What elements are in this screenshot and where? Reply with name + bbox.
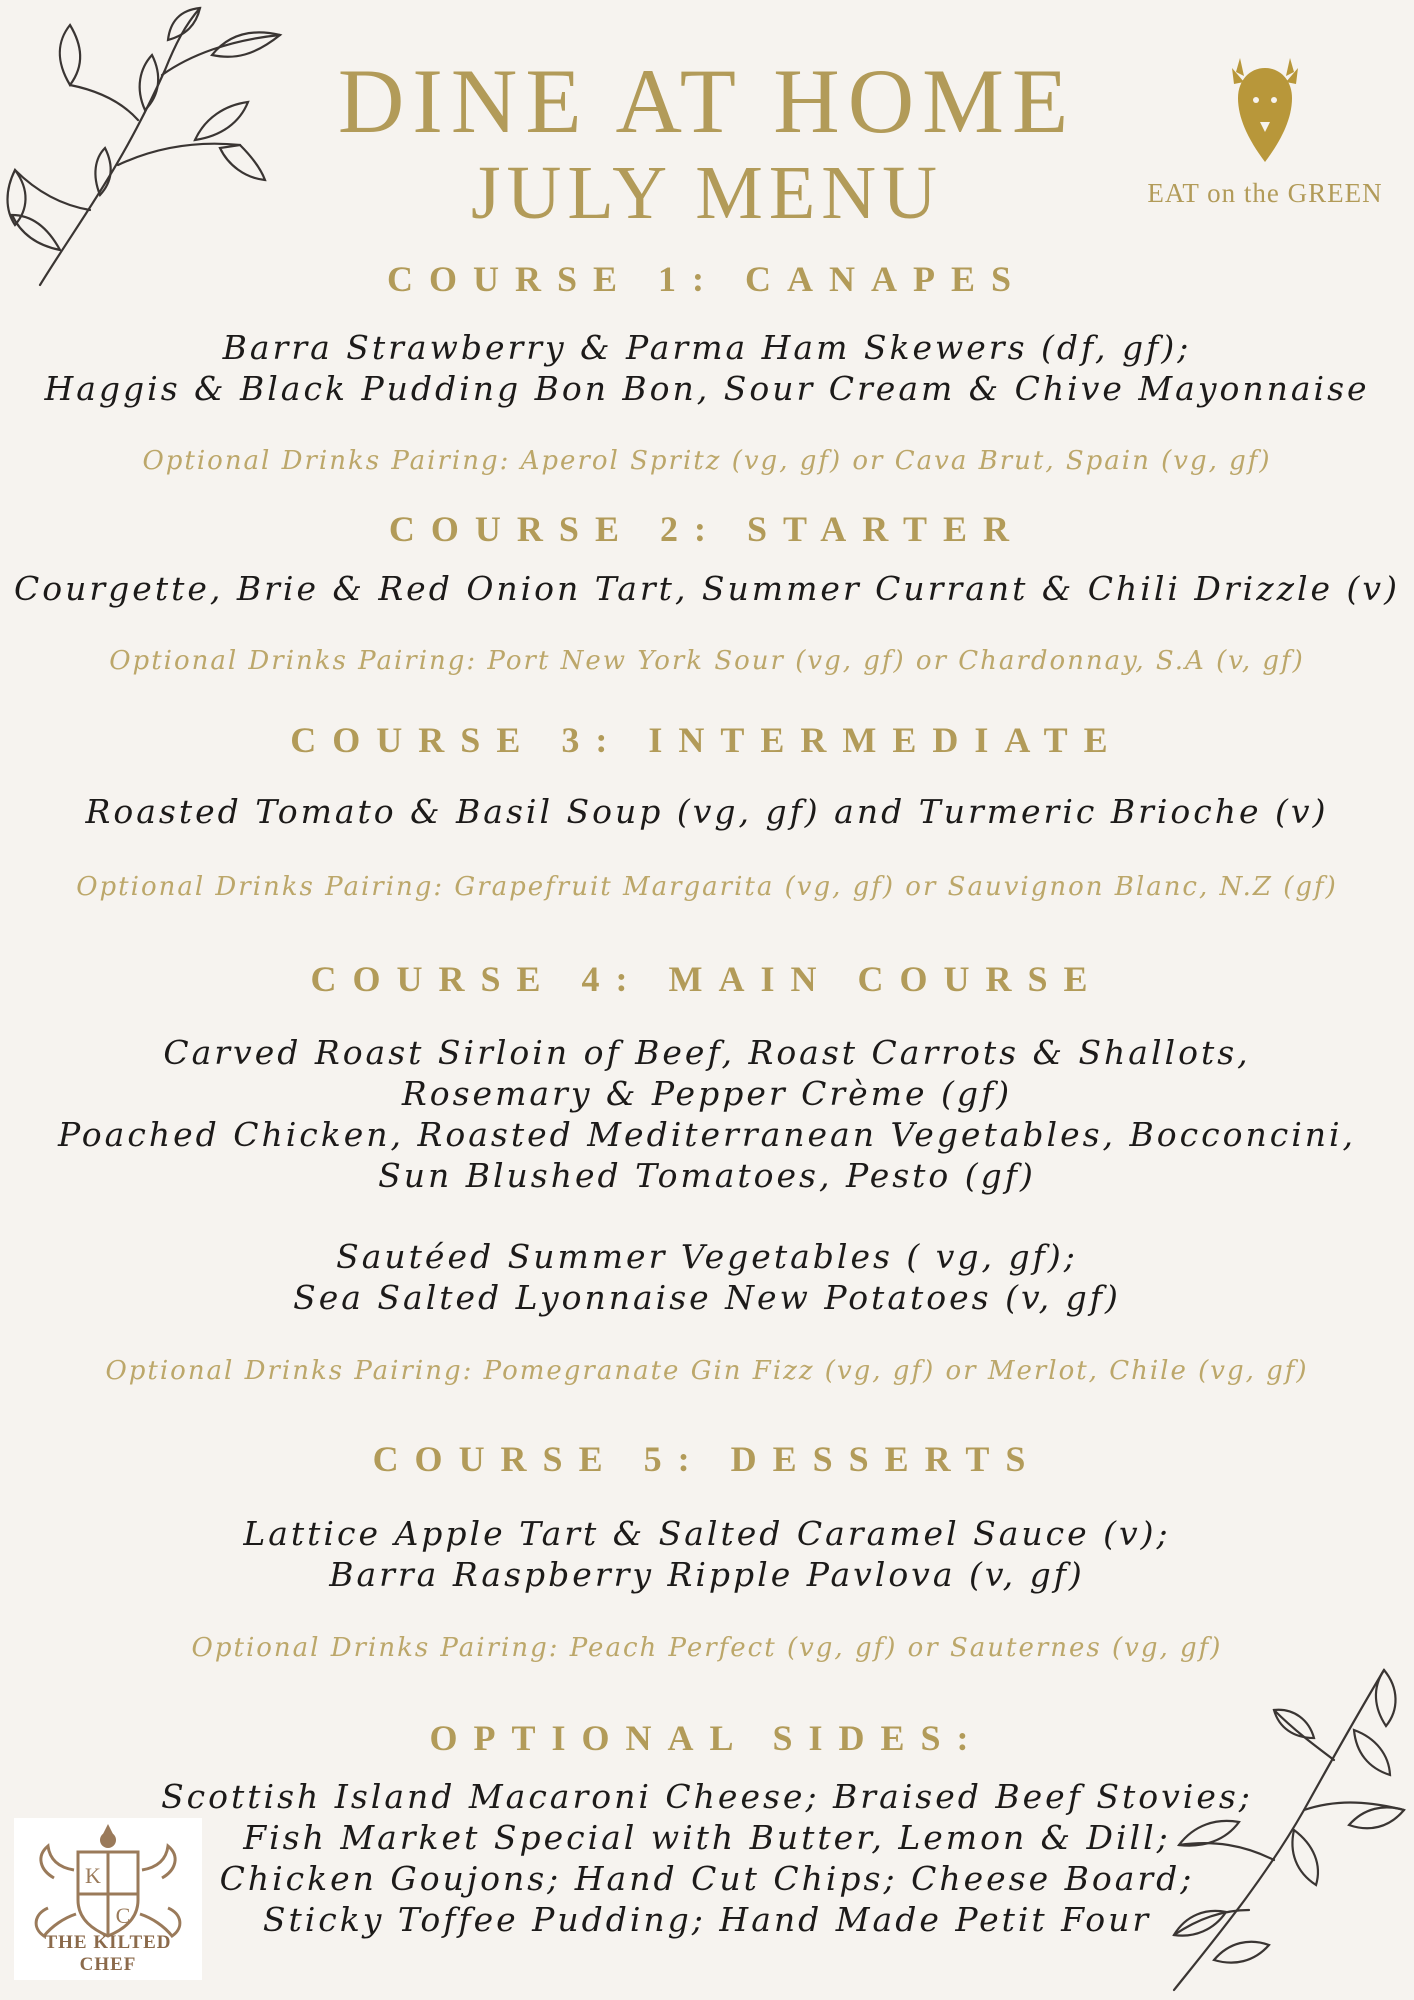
dish-line: Lattice Apple Tart & Salted Caramel Sauce (v);: [243, 1514, 1171, 1553]
partner-logo-text: THE KILTED CHEF: [44, 1932, 172, 1975]
dish-line: Carved Roast Sirloin of Beef, Roast Carrots & Shallots,: [163, 1033, 1251, 1072]
crest-letter-k: K: [85, 1863, 101, 1888]
dish-line: Courgette, Brie & Red Onion Tart, Summer Currant & Chili Drizzle (v): [14, 569, 1400, 608]
course-1-dishes: [0, 327, 1414, 409]
dish-line: Barra Raspberry Ripple Pavlova (v, gf): [329, 1555, 1085, 1594]
course-2-pairing: Optional Drinks Pairing: Port New York Sour (vg, gf) or Chardonnay, S.A (v, gf): [109, 646, 1305, 676]
course-4-sides: [0, 1236, 1414, 1318]
dish-line: Roasted Tomato & Basil Soup (vg, gf) and Turmeric Brioche (v): [85, 792, 1329, 831]
crest-letter-c: C: [115, 1903, 131, 1928]
course-4-dishes: [0, 1032, 1414, 1196]
dish-line: Barra Strawberry & Parma Ham Skewers (df, gf);: [222, 328, 1192, 367]
course-1-pairing: Optional Drinks Pairing: Aperol Spritz (vg, gf) or Cava Brut, Spain (vg, gf): [142, 446, 1272, 476]
page-title: DINE AT HOME: [337, 50, 1077, 152]
brand-logo-text: EAT on the GREEN: [1147, 178, 1383, 208]
course-4-pairing: Optional Drinks Pairing: Pomegranate Gin Fizz (vg, gf) or Merlot, Chile (vg, gf): [105, 1356, 1309, 1386]
course-5-dishes: [0, 1513, 1414, 1595]
dish-line: Poached Chicken, Roasted Mediterranean Vegetables, Bocconcini,: [57, 1115, 1357, 1154]
optional-sides-heading: OPTIONAL SIDES:: [429, 1718, 985, 1758]
course-5-heading: COURSE 5: DESSERTS: [372, 1439, 1042, 1479]
leaf-branch-illustration: [1154, 1660, 1414, 2000]
side-line: Fish Market Special with Butter, Lemon & Dill;: [243, 1818, 1171, 1857]
page-subtitle: JULY MENU: [470, 151, 944, 235]
course-3-dishes: [0, 791, 1414, 832]
side-line: Sticky Toffee Pudding; Hand Made Petit Four: [262, 1900, 1152, 1939]
kilted-chef-crest-icon: [14, 1818, 202, 1950]
course-4-heading: COURSE 4: MAIN COURSE: [310, 959, 1104, 999]
course-2-dishes: [0, 568, 1414, 609]
course-3-pairing: Optional Drinks Pairing: Grapefruit Margarita (vg, gf) or Sauvignon Blanc, N.Z (gf): [76, 872, 1338, 902]
course-1-heading: COURSE 1: CANAPES: [386, 259, 1028, 299]
course-5-pairing: Optional Drinks Pairing: Peach Perfect (vg, gf) or Sauternes (vg, gf): [191, 1633, 1223, 1663]
side-line: Chicken Goujons; Hand Cut Chips; Cheese Board;: [219, 1859, 1195, 1898]
kilted-chef-logo: [14, 1818, 202, 1980]
course-3-heading: COURSE 3: INTERMEDIATE: [290, 720, 1124, 760]
course-2-heading: COURSE 2: STARTER: [388, 509, 1026, 549]
side-line: Scottish Island Macaroni Cheese; Braised Beef Stovies;: [161, 1777, 1253, 1816]
dish-line: Sun Blushed Tomatoes, Pesto (gf): [378, 1156, 1036, 1195]
dish-line: Haggis & Black Pudding Bon Bon, Sour Cream & Chive Mayonnaise: [44, 369, 1370, 408]
dish-line: Sea Salted Lyonnaise New Potatoes (v, gf): [293, 1278, 1121, 1317]
dish-line: Rosemary & Pepper Crème (gf): [401, 1074, 1013, 1113]
dish-line: Sautéed Summer Vegetables ( vg, gf);: [336, 1237, 1078, 1276]
